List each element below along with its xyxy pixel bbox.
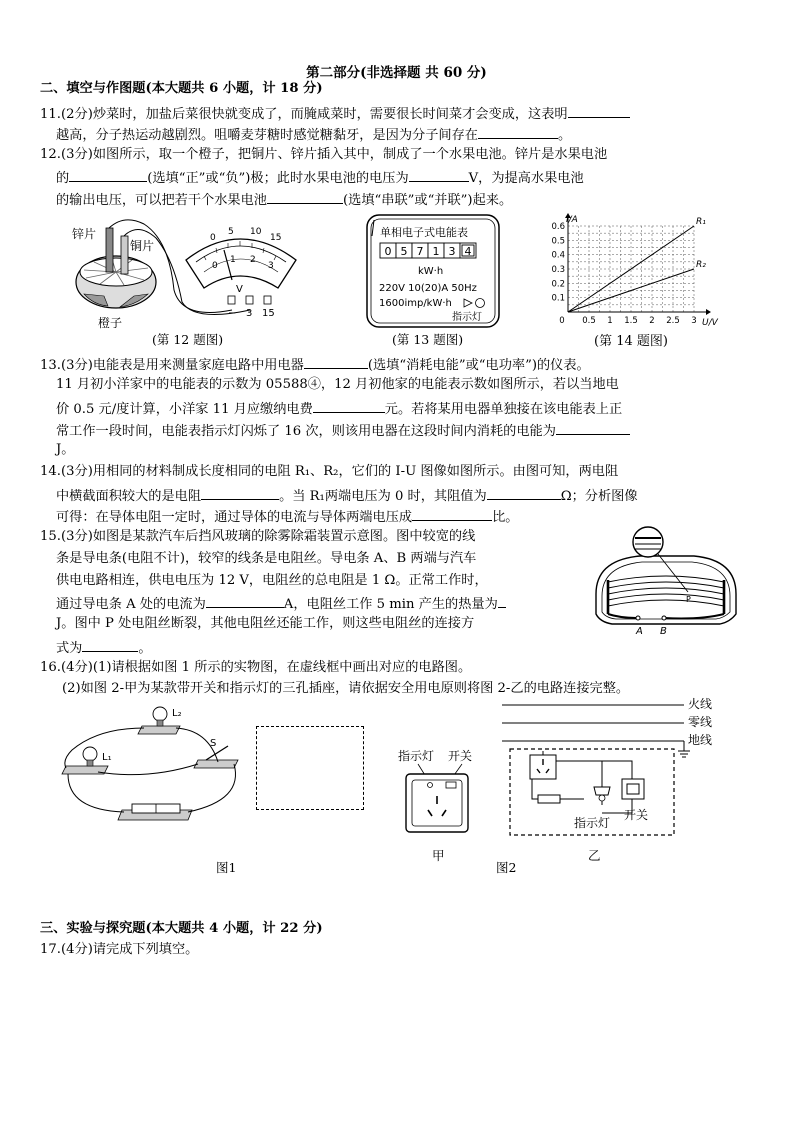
question-13-line5: J。: [56, 442, 75, 457]
wire-ground-label: 地线: [688, 733, 713, 747]
meter-digit: 5: [400, 245, 408, 258]
section3-title: 三、实验与探究题(本大题共 4 小题，计 22 分): [40, 921, 323, 936]
chart-y-tick-label: 0.4: [551, 250, 565, 261]
figure-16-yi: [498, 695, 768, 845]
answer-blank[interactable]: [82, 637, 138, 652]
question-14-line1: 14.(3分)用相同的材料制成长度相同的电阻 R₁、R₂，它们的 I-U 图像如图所示。由图可知，两电阻: [40, 464, 619, 479]
chart-x-tick-label: 2: [649, 316, 655, 326]
chart-x-tick-label: 0.5: [582, 316, 596, 326]
label-p: P: [686, 595, 691, 604]
chart-x-tick-label: 3: [691, 316, 697, 326]
chart-x-axis-label: U/V: [702, 318, 718, 328]
meter-digit: 0: [384, 245, 392, 258]
figure-15: [590, 522, 740, 640]
meter-spec2: 1600imp/kW·h: [379, 298, 452, 309]
caption-fig13: (第 13 题图): [392, 332, 464, 347]
label-copper: 铜片: [130, 239, 155, 253]
answer-blank[interactable]: [478, 124, 558, 139]
dial-tick-outer: 5: [228, 227, 234, 237]
meter-digit: 3: [448, 245, 456, 258]
question-11-line1: [40, 103, 630, 123]
chart-x-tick-label: 1: [607, 316, 613, 326]
question-15-line5: J。图中 P 处电阻丝断裂，其他电阻丝还能工作，则这些电阻丝的连接方: [56, 616, 475, 631]
label-s: S: [210, 738, 217, 749]
answer-blank[interactable]: [409, 167, 469, 182]
q13-text: 元。若将某用电器单独接在该电能表上正: [384, 402, 623, 417]
chart-x-tick-label: 1.5: [624, 316, 638, 326]
answer-blank[interactable]: [487, 485, 561, 500]
figure-12: [64, 210, 324, 335]
answer-blank[interactable]: [69, 167, 147, 182]
q14-text: 可得：在导体电阻一定时，通过导体的电流与导体两端电压成: [56, 510, 413, 525]
question-14-line3: [56, 506, 518, 526]
label-orange: 橙子: [98, 316, 123, 330]
chart-y-tick-label: 0.5: [551, 236, 565, 247]
dial-tick-inner: 1: [230, 255, 236, 265]
question-16-line1: 16.(4分)(1)请根据如图 1 所示的实物图，在虚线框中画出对应的电路图。: [40, 660, 472, 675]
meter-unit: kW·h: [418, 266, 444, 277]
label-b: B: [660, 626, 667, 637]
q14-text: 中横截面积较大的是电阻: [56, 489, 202, 504]
label-zinc: 锌片: [72, 227, 97, 241]
wire-live-label: 火线: [688, 697, 713, 711]
question-12-line1: 12.(3分)如图所示，取一个橙子，把铜片、锌片插入其中，制成了一个水果电池。锌片是水果电池: [40, 147, 608, 162]
question-15-line4: [56, 593, 506, 613]
figure-13: [366, 214, 500, 328]
question-15-line1: 15.(3分)如图是某款汽车后挡风玻璃的除雾除霜装置示意图。图中较宽的线: [40, 529, 476, 544]
yi-indicator-label: 指示灯: [574, 816, 611, 830]
question-14-line2: [56, 485, 638, 505]
meter-title: 单相电子式电能表: [380, 226, 468, 239]
q11-text: 11.(2分)炒菜时，加盐后菜很快就变成了，而腌咸菜时，需要很长时间菜才会变成，这表明: [40, 107, 568, 122]
dial-tick-inner: 0: [212, 261, 218, 271]
chart-x-tick-label: 2.5: [666, 316, 680, 326]
meter-digit: 7: [416, 245, 424, 258]
circuit-diagram-answer-box[interactable]: [256, 726, 364, 810]
answer-blank[interactable]: [313, 398, 385, 413]
dial-tick-inner: 2: [250, 255, 256, 265]
jia-indicator-label: 指示灯: [398, 749, 435, 763]
q11-text: 越高，分子热运动越剧烈。咀嚼麦芽糖时感觉糖黏牙，是因为分子间存在: [56, 128, 478, 143]
q13-text: 13.(3分)电能表是用来测量家庭电路中用电器: [40, 358, 304, 373]
wire-neutral-label: 零线: [688, 715, 713, 729]
q15-text: 通过导电条 A 处的电流为: [56, 597, 206, 612]
caption-fig14: (第 14 题图): [594, 334, 668, 349]
q13-text: 价 0.5 元/度计算，小洋家 11 月应缴纳电费: [56, 402, 313, 417]
dial-unit: V: [236, 284, 243, 295]
q12-text: 的输出电压，可以把若干个水果电池: [56, 193, 267, 208]
yi-switch-label: 开关: [624, 808, 649, 822]
caption-jia: 甲: [432, 848, 445, 863]
question-15-line6: [56, 637, 152, 657]
question-16-line2: (2)如图 2-甲为某款带开关和指示灯的三孔插座，请依据安全用电原则将图 2-乙的电路连接完整。: [62, 681, 630, 696]
meter-spec1: 220V 10(20)A 50Hz: [379, 283, 477, 294]
answer-blank[interactable]: [304, 354, 368, 369]
question-11-line2: [56, 124, 571, 144]
question-17-line1: 17.(4分)请完成下列填空。: [40, 942, 199, 957]
question-15-line2: 条是导电条(电阻不计)，较窄的线条是电阻丝。导电条 A、B 两端与汽车: [56, 551, 477, 566]
q15-text: A，电阻丝工作 5 min 产生的热量为: [283, 597, 498, 612]
dial-tick-outer: 10: [250, 227, 262, 237]
question-12-line2: [56, 167, 584, 187]
meter-digit: 4: [464, 245, 472, 258]
answer-blank[interactable]: [556, 420, 630, 435]
terminal-label: 15: [262, 308, 275, 319]
caption-yi: 乙: [588, 848, 601, 863]
answer-blank[interactable]: [267, 189, 343, 204]
answer-blank[interactable]: [412, 506, 492, 521]
chart-x-tick-label: 0: [559, 316, 565, 326]
terminal-label: −: [228, 308, 237, 319]
q12-text: V，为提高水果电池: [468, 171, 584, 186]
label-l2: L₂: [172, 708, 182, 719]
question-13-line1: [40, 354, 590, 374]
section2-title: 二、填空与作图题(本大题共 6 小题，计 18 分): [40, 81, 323, 96]
q15-text: 式为: [56, 641, 83, 656]
chart-y-tick-label: 0.1: [551, 293, 565, 304]
answer-blank[interactable]: [498, 593, 506, 608]
answer-blank[interactable]: [201, 485, 279, 500]
chart-y-tick-label: 0.3: [551, 265, 565, 275]
q12-text: 的: [56, 171, 70, 186]
q13-text: 常工作一段时间，电能表指示灯闪烁了 16 次，则该用电器在这段时间内消耗的电能为: [56, 424, 556, 439]
label-a: A: [636, 626, 643, 637]
question-12-line3: [56, 189, 512, 209]
q13-text: (选填“消耗电能”或“电功率”)的仪表。: [367, 358, 590, 373]
caption-fig12: (第 12 题图): [152, 332, 224, 347]
q15-text: 。: [138, 641, 152, 656]
dial-tick-outer: 0: [210, 233, 216, 243]
chart-series-label: R₁: [696, 217, 706, 227]
q12-text: (选填“串联”或“并联”)起来。: [343, 193, 513, 208]
q14-text: Ω；分析图像: [560, 489, 638, 504]
part-title: 第二部分(非选择题 共 60 分): [306, 65, 487, 81]
answer-blank[interactable]: [206, 593, 284, 608]
dial-tick-outer: 15: [270, 233, 282, 243]
jia-switch-label: 开关: [448, 749, 473, 763]
question-15-line3: 供电电路相连，供电电压为 12 V，电阻丝的总电阻是 1 Ω。正常工作时，: [56, 573, 488, 588]
label-l1: L₁: [102, 752, 112, 763]
chart-y-tick-label: 0.2: [551, 279, 565, 290]
dial-tick-inner: 3: [268, 261, 274, 271]
caption-fig16-1: 图1: [216, 860, 237, 875]
question-13-line2: 11 月初小洋家中的电能表的示数为 05588④，12 月初他家的电能表示数如图所示，若以当地电: [56, 377, 619, 392]
answer-blank[interactable]: [568, 103, 630, 118]
chart-series-label: R₂: [696, 260, 706, 270]
q14-text: 。当 R₁两端电压为 0 时，其阻值为: [279, 489, 487, 504]
meter-indicator-label: 指示灯: [452, 312, 482, 323]
figure-14-chart: [544, 212, 724, 328]
figure-16-jia: [388, 744, 484, 836]
q12-text: (选填“正”或“负”)极；此时水果电池的电压为: [147, 171, 409, 186]
chart-x-arrow: [706, 309, 711, 315]
question-13-line3: [56, 398, 622, 418]
q11-text: 。: [558, 128, 572, 143]
question-13-line4: [56, 420, 630, 440]
chart-y-tick-label: 0.6: [551, 222, 565, 232]
meter-digit: 1: [432, 245, 440, 258]
figure-16-1: [58, 700, 248, 830]
chart-y-axis-label: I/A: [566, 215, 578, 225]
terminal-label: 3: [246, 308, 253, 319]
caption-fig16-2: 图2: [496, 860, 517, 875]
q14-text: 比。: [492, 510, 519, 525]
